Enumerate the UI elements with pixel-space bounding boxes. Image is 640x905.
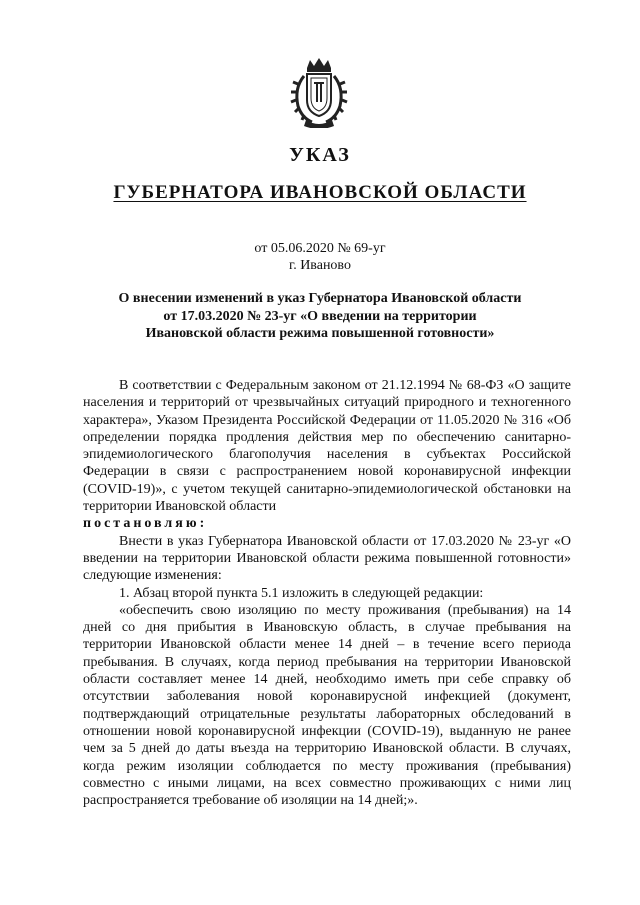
document-subtitle: ГУБЕРНАТОРА ИВАНОВСКОЙ ОБЛАСТИ [113, 182, 527, 203]
resolve-colon: : [199, 516, 205, 532]
document-body [83, 377, 571, 809]
document-city: г. Иваново [289, 258, 351, 273]
paragraph-new-text: «обеспечить свою изоляцию по месту проживания (пребывания) на 14 дней со дня прибытия в Ивановскую область, в случае пребывания на территории Ивановской области менее 14 дней – в течение всего периода пребывания. В случаях, когда период пребывания на территории Ивановской области составляет менее 14 дней, необходимо иметь при себе справку об отсутствии заболевания новой коронавирусной инфекцией (документ, подтверждающий отрицательные результаты лабораторных обследований в отношении новой коронавирусной инфекции (COVID-19), выданную не ранее чем за 5 дней до даты въезда на территорию Ивановской области. В случаях, когда режим изоляции соблюдается по месту проживания (пребывания) совместно с иными лицами, на всех совместно проживающих с ними лиц распространяется требование об изоляции на 14 дней;». [83, 602, 571, 809]
heading-line: О внесении изменений в указ Губернатора Ивановской области [118, 291, 522, 306]
document-title: УКАЗ [289, 144, 351, 166]
paragraph-preamble [83, 377, 571, 533]
document-heading [80, 290, 560, 343]
coat-of-arms-icon [290, 58, 348, 128]
heading-line: Ивановской области режима повышенной готовности» [145, 326, 495, 341]
document-date: от 05.06.2020 № 69-уг [254, 241, 386, 256]
preamble-text: В соответствии с Федеральным законом от 21.12.1994 № 68-ФЗ «О защите населения и территорий от чрезвычайных ситуаций природного и техногенного характера», Указом Президента Российской Федерации от 11.05.2020 № 316 «Об определении порядка продления действия мер по обеспечению санитарно-эпидемиологического благополучия населения в субъектах Российской Федерации в связи с распространением новой коронавирусной инфекции (COVID-19)», с учетом текущей санитарно-эпидемиологической обстановки на территории Ивановской области [83, 378, 571, 515]
resolve-word: постановляю [83, 516, 200, 532]
paragraph-item-1: 1. Абзац второй пункта 5.1 изложить в следующей редакции: [119, 585, 484, 601]
paragraph-amend: Внести в указ Губернатора Ивановской области от 17.03.2020 № 23-уг «О введении на территории Ивановской области режима повышенной готовности» следующие изменения: [83, 533, 571, 584]
heading-line: от 17.03.2020 № 23-уг «О введении на территории [163, 308, 477, 324]
